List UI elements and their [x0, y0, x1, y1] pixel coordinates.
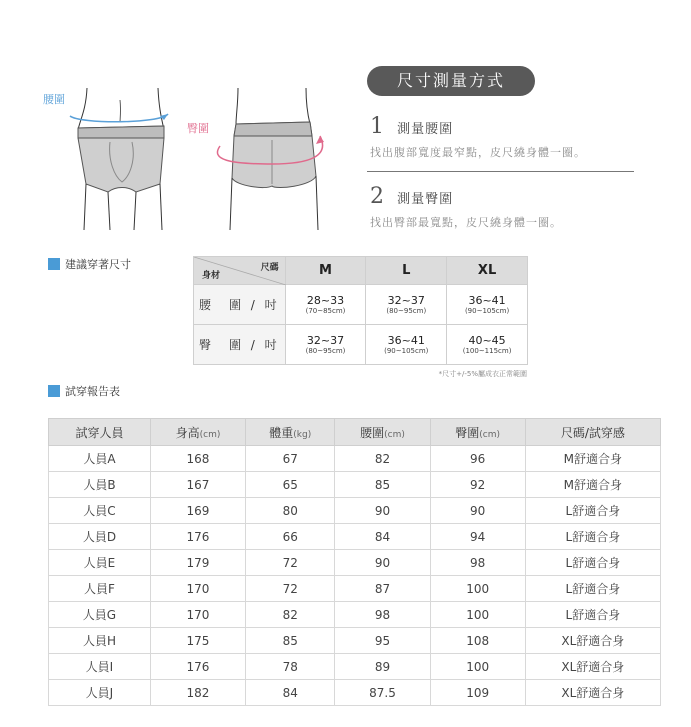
square-bullet-icon [48, 385, 60, 397]
weight-cell: 65 [246, 472, 335, 498]
tester-cell: 人員D [49, 524, 151, 550]
size-cell [366, 325, 447, 365]
size-fit-cell: L舒適合身 [525, 498, 660, 524]
size-header: M [285, 257, 366, 285]
column-header [49, 419, 151, 446]
step-title: 測量腰圍 [397, 122, 454, 137]
hip-cell: 100 [430, 576, 525, 602]
tester-cell: 人員B [49, 472, 151, 498]
table-row [49, 498, 661, 524]
column-header [525, 419, 660, 446]
table-row [49, 602, 661, 628]
waist-arrow [70, 114, 168, 122]
waist-cell: 84 [335, 524, 430, 550]
tester-cell: 人員E [49, 550, 151, 576]
table-row [49, 654, 661, 680]
hip-cell: 98 [430, 550, 525, 576]
tester-cell: 人員J [49, 680, 151, 706]
size-cell [285, 285, 366, 325]
tester-cell: 人員F [49, 576, 151, 602]
size-fit-cell: M舒適合身 [525, 472, 660, 498]
inch-range: 36~41 [387, 334, 425, 347]
hip-row-label: 臀 圍 / 吋 [194, 325, 286, 365]
header-unit: (cm) [199, 429, 221, 440]
weight-cell: 72 [246, 576, 335, 602]
size-fit-cell: L舒適合身 [525, 550, 660, 576]
header-unit: (cm) [384, 429, 405, 440]
square-bullet-icon [48, 258, 60, 270]
column-header [246, 419, 335, 446]
hip-cell: 96 [430, 446, 525, 472]
weight-cell: 67 [246, 446, 335, 472]
header-text: 體重 [269, 425, 294, 440]
hip-cell: 94 [430, 524, 525, 550]
header-unit: (kg) [293, 429, 312, 440]
table-row [49, 446, 661, 472]
report-section-heading [48, 383, 120, 399]
waist-cell: 89 [335, 654, 430, 680]
weight-cell: 84 [246, 680, 335, 706]
step-number: 2 [370, 184, 384, 209]
height-cell: 168 [150, 446, 245, 472]
weight-cell: 72 [246, 550, 335, 576]
tester-cell: 人員I [49, 654, 151, 680]
waist-row-label: 腰 圍 / 吋 [194, 285, 286, 325]
inch-range: 32~37 [306, 334, 345, 347]
height-cell: 176 [150, 524, 245, 550]
table-row [49, 628, 661, 654]
tester-cell: 人員A [49, 446, 151, 472]
inch-range: 40~45 [468, 334, 506, 347]
height-cell: 182 [150, 680, 245, 706]
measure-method-title: 尺寸測量方式 [367, 66, 535, 96]
weight-cell: 66 [246, 524, 335, 550]
step-description: 找出腹部寬度最窄點，皮尺繞身體一圈。 [370, 146, 586, 159]
hip-cell: 90 [430, 498, 525, 524]
size-fit-cell: XL舒適合身 [525, 680, 660, 706]
hip-label: 臀圍 [187, 122, 209, 135]
size-cell [447, 325, 528, 365]
size-fit-cell: L舒適合身 [525, 524, 660, 550]
step-title: 測量臀圍 [397, 192, 454, 207]
size-fit-cell: XL舒適合身 [525, 654, 660, 680]
size-fit-cell: M舒適合身 [525, 446, 660, 472]
step-description: 找出臀部最寬點，皮尺繞身體一圈。 [370, 216, 562, 229]
tester-cell: 人員C [49, 498, 151, 524]
waist-cell: 90 [335, 550, 430, 576]
waist-cell: 90 [335, 498, 430, 524]
back-body-figure [236, 88, 310, 124]
cm-range: (90~105cm) [464, 307, 510, 315]
height-cell: 175 [150, 628, 245, 654]
step-hip [370, 184, 453, 209]
header-text: 尺碼/試穿感 [560, 425, 625, 440]
column-header [335, 419, 430, 446]
weight-cell: 82 [246, 602, 335, 628]
step-waist [370, 114, 453, 139]
waist-cell: 87.5 [335, 680, 430, 706]
weight-cell: 78 [246, 654, 335, 680]
table-row [49, 576, 661, 602]
cm-range: (70~85cm) [305, 307, 346, 315]
size-header: L [366, 257, 447, 285]
measurement-illustration [40, 80, 340, 250]
waist-cell: 85 [335, 472, 430, 498]
tester-cell: 人員G [49, 602, 151, 628]
corner-size-label: 尺碼 [260, 263, 279, 273]
report-rows [49, 446, 661, 706]
size-fit-cell: L舒適合身 [525, 576, 660, 602]
height-cell: 169 [150, 498, 245, 524]
hip-cell: 100 [430, 654, 525, 680]
size-section-heading [48, 256, 131, 272]
inch-range: 32~37 [387, 294, 425, 307]
inch-range: 36~41 [468, 294, 506, 307]
hip-cell: 100 [430, 602, 525, 628]
hip-cell: 109 [430, 680, 525, 706]
size-tolerance-note: *尺寸+/-5%屬成衣正常範圍 [438, 370, 527, 378]
report-section-title: 試穿報告表 [65, 385, 120, 398]
hip-cell: 108 [430, 628, 525, 654]
header-text: 臀圍 [455, 425, 480, 440]
height-cell: 167 [150, 472, 245, 498]
fitting-report-table [48, 418, 661, 706]
height-cell: 170 [150, 576, 245, 602]
step-number: 1 [370, 114, 384, 139]
size-table [193, 256, 528, 365]
front-legs [84, 184, 162, 230]
header-unit: (cm) [479, 429, 501, 440]
waist-cell: 95 [335, 628, 430, 654]
table-row [49, 680, 661, 706]
table-row [49, 472, 661, 498]
column-header [430, 419, 525, 446]
column-header [150, 419, 245, 446]
size-cell [366, 285, 447, 325]
header-text: 試穿人員 [75, 425, 124, 440]
table-row [49, 550, 661, 576]
size-table-corner [194, 257, 286, 285]
height-cell: 170 [150, 602, 245, 628]
size-header: XL [447, 257, 528, 285]
table-row [49, 524, 661, 550]
cm-range: (100~115cm) [462, 347, 512, 355]
inch-range: 28~33 [306, 294, 345, 307]
cm-range: (90~105cm) [384, 347, 429, 355]
weight-cell: 85 [246, 628, 335, 654]
cm-range: (80~95cm) [305, 347, 346, 355]
waist-cell: 82 [335, 446, 430, 472]
waist-cell: 98 [335, 602, 430, 628]
size-cell [285, 325, 366, 365]
weight-cell: 80 [246, 498, 335, 524]
size-cell [447, 285, 528, 325]
header-text: 身高 [175, 425, 200, 440]
size-section-title: 建議穿著尺寸 [65, 258, 131, 271]
header-text: 腰圍 [360, 425, 385, 440]
height-cell: 179 [150, 550, 245, 576]
waist-cell: 87 [335, 576, 430, 602]
divider [367, 171, 634, 172]
size-fit-cell: L舒適合身 [525, 602, 660, 628]
cm-range: (80~95cm) [386, 307, 427, 315]
tester-cell: 人員H [49, 628, 151, 654]
height-cell: 176 [150, 654, 245, 680]
waist-label: 腰圍 [43, 93, 65, 106]
hip-cell: 92 [430, 472, 525, 498]
front-body-figure [78, 88, 164, 130]
size-fit-cell: XL舒適合身 [525, 628, 660, 654]
corner-body-label: 身材 [202, 271, 221, 281]
